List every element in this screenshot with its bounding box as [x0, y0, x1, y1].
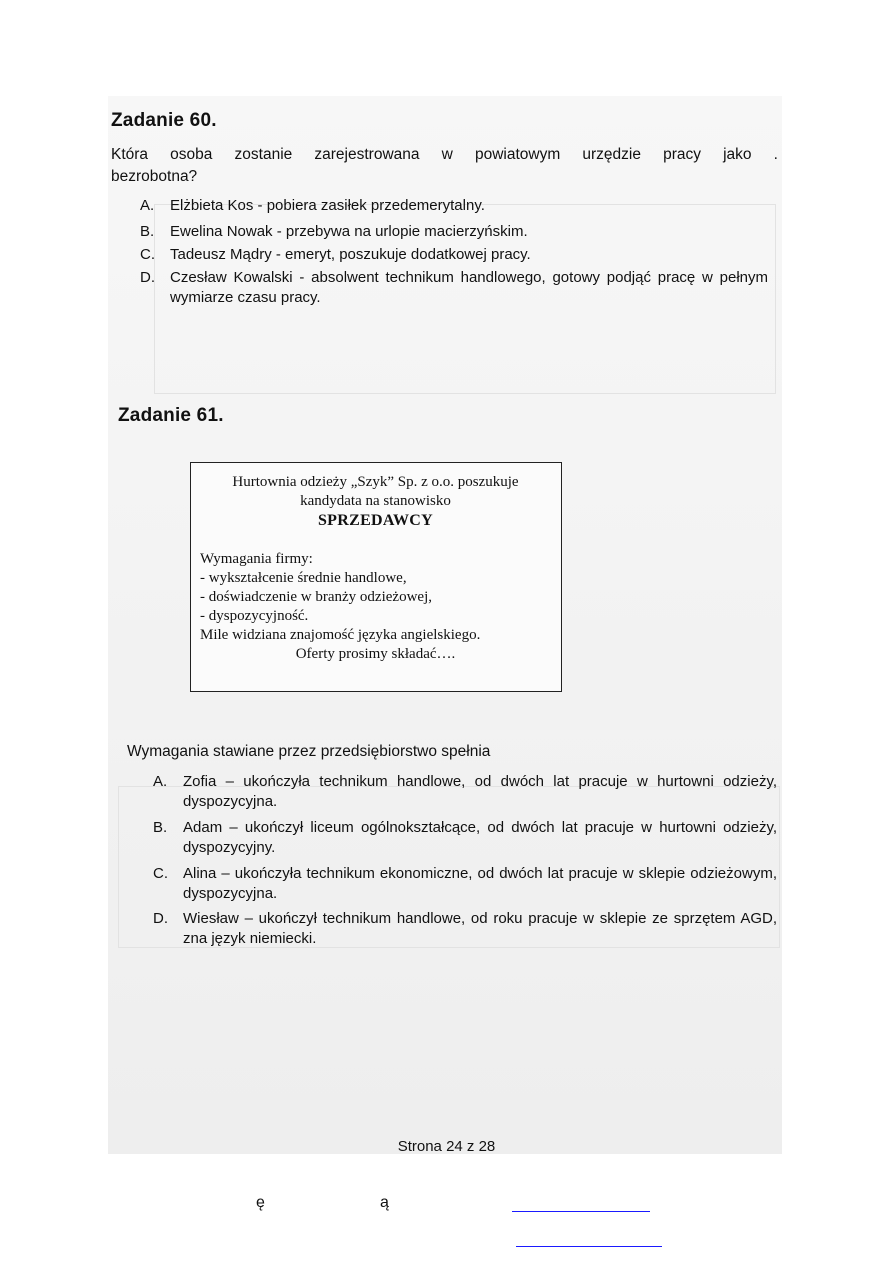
task60-option-a: [140, 196, 770, 216]
ad-line2: kandydata na stanowisko: [300, 493, 451, 509]
task61-option-c: [153, 864, 777, 904]
task61-heading: Zadanie 61.: [118, 405, 224, 426]
ad-line1: Hurtownia odzieży „Szyk” Sp. z o.o. poszukuje: [232, 474, 519, 490]
stray-character-a: ą: [380, 1194, 389, 1211]
ad-extra: Mile widziana znajomość języka angielskiego.: [200, 627, 481, 643]
page-number: Strona 24 z 28: [397, 1138, 496, 1155]
footer-link-underline-2[interactable]: [516, 1246, 662, 1247]
footer-link-underline-1[interactable]: [512, 1211, 650, 1212]
option-letter: D.: [140, 269, 155, 286]
task60-option-b: [140, 222, 770, 242]
option-letter: A.: [140, 197, 155, 214]
option-letter: B.: [140, 223, 155, 240]
ad-position: SPRZEDAWCY: [317, 512, 433, 529]
ad-requirement-2: - doświadczenie w branży odzieżowej,: [200, 589, 432, 605]
task61-option-a: [153, 772, 777, 812]
option-letter: C.: [140, 246, 155, 263]
ad-requirement-1: - wykształcenie średnie handlowe,: [200, 570, 407, 586]
task60-question-line2: bezrobotna?: [111, 168, 198, 185]
task61-option-b: [153, 818, 777, 858]
task61-question: Wymagania stawiane przez przedsiębiorstwo spełnia: [127, 743, 491, 760]
task60-option-c: [140, 245, 770, 265]
option-letter: D.: [153, 910, 168, 927]
option-text: Tadeusz Mądry - emeryt, poszukuje dodatkowej pracy.: [170, 246, 531, 263]
option-text: Ewelina Nowak - przebywa na urlopie macierzyńskim.: [170, 223, 528, 240]
option-text: Adam – ukończył liceum ogólnokształcące, od dwóch lat pracuje w hurtowni odzieży, dyspozycyjny.: [183, 819, 777, 856]
task61-option-d: [153, 909, 777, 949]
option-text: Elżbieta Kos - pobiera zasiłek przedemerytalny.: [170, 197, 485, 214]
task60-heading: Zadanie 60.: [111, 110, 217, 131]
task60-option-d: [140, 268, 768, 308]
stray-character-e: ę: [256, 1194, 265, 1211]
option-letter: A.: [153, 773, 168, 790]
option-letter: C.: [153, 865, 168, 882]
job-advertisement-box: [190, 462, 562, 692]
option-letter: B.: [153, 819, 168, 836]
ad-requirement-3: - dyspozycyjność.: [200, 608, 309, 624]
option-text: Alina – ukończyła technikum ekonomiczne, od dwóch lat pracuje w sklepie odzieżowym, dyspozycyjna.: [183, 865, 777, 902]
option-text: Czesław Kowalski - absolwent technikum handlowego, gotowy podjąć pracę w pełnym wymiarze czasu pracy.: [170, 269, 768, 306]
option-text: Wiesław – ukończył technikum handlowe, od roku pracuje w sklepie ze sprzętem AGD, zna język niemiecki.: [183, 910, 777, 947]
task60-question-line1: Która osoba zostanie zarejestrowana w powiatowym urzędzie pracy jako .: [111, 146, 778, 163]
ad-requirements-title: Wymagania firmy:: [200, 551, 313, 567]
option-text: Zofia – ukończyła technikum handlowe, od dwóch lat pracuje w hurtowni odzieży, dyspozycyjna.: [183, 773, 777, 810]
ad-closing: Oferty prosimy składać….: [295, 646, 456, 662]
